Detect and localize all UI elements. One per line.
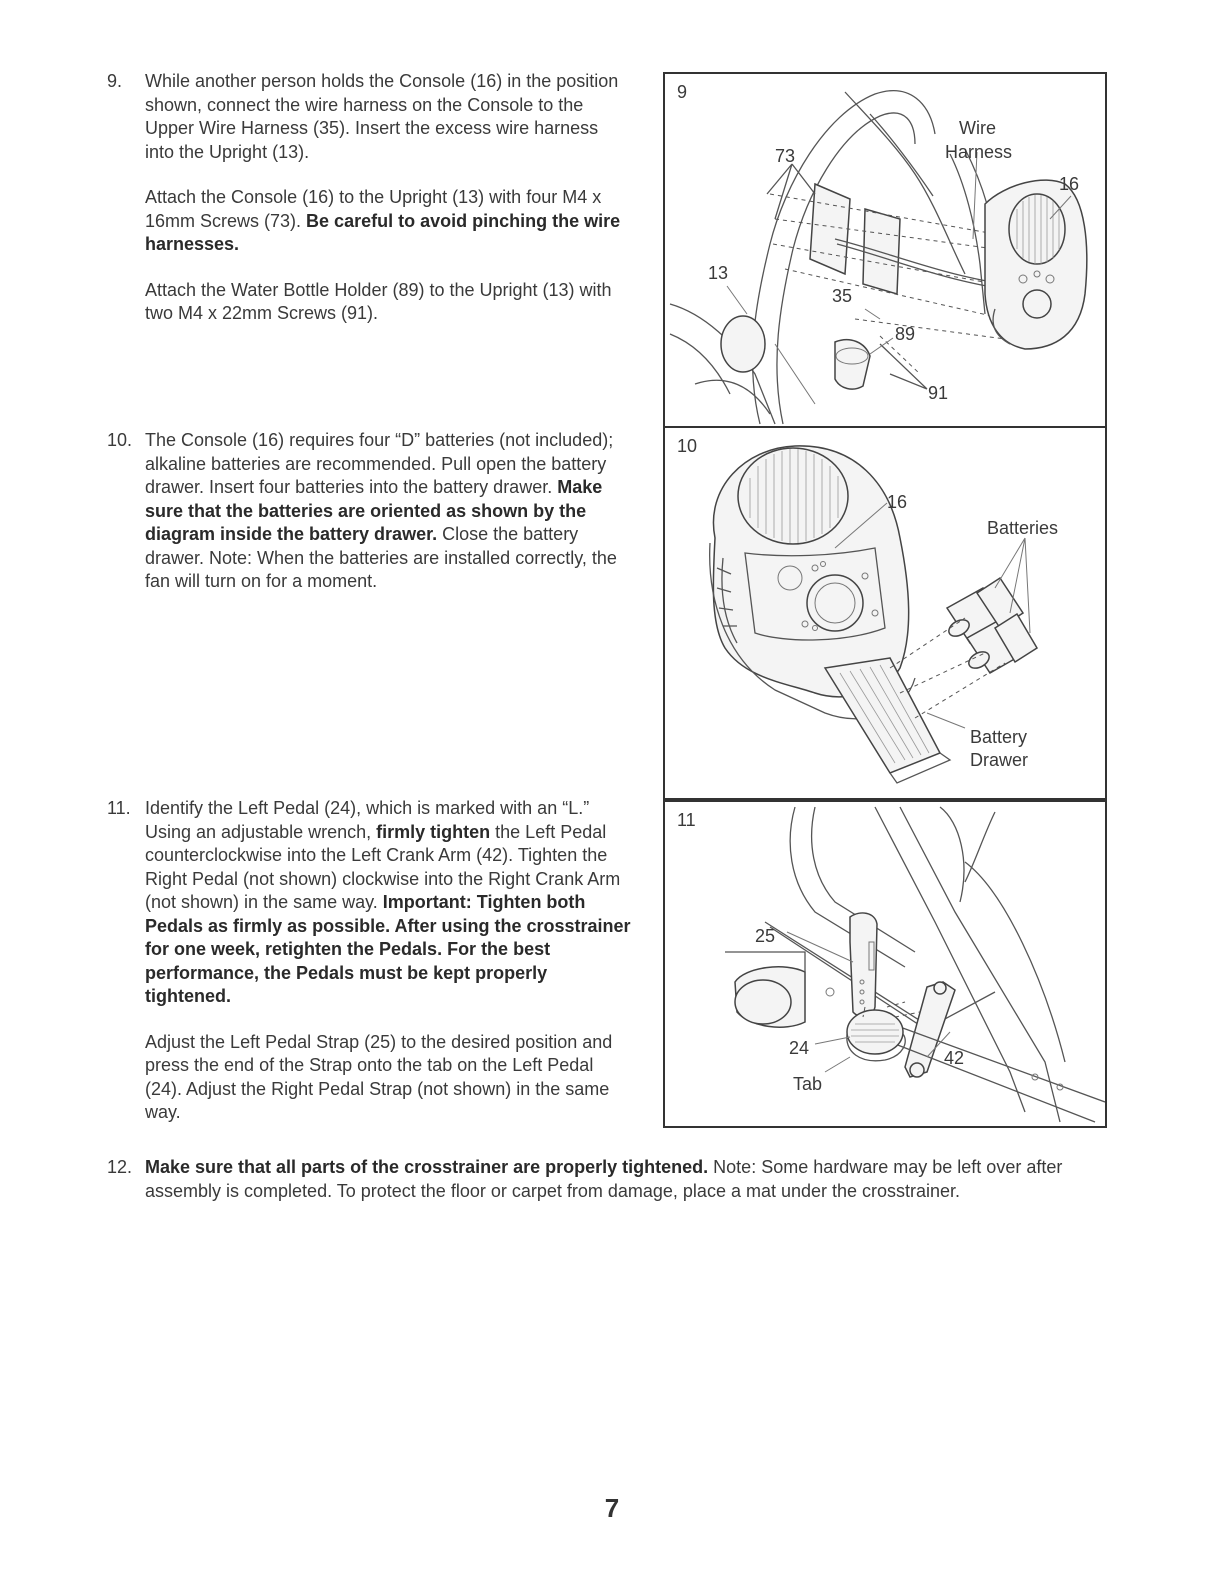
- bold-text: firmly tighten: [376, 821, 491, 842]
- text-run: While another person holds the Console (16) in the position shown, connect the wire harness on the Console to the Upper Wire Harness (35). Insert the excess wire harness into the Upright (13).: [145, 71, 619, 162]
- label-batteries: Batteries: [987, 518, 1059, 538]
- label-battery: Battery: [970, 727, 1028, 747]
- step-body: [145, 429, 632, 616]
- step-number: 10.: [107, 430, 133, 450]
- step-paragraph: [145, 186, 632, 257]
- step-body: [145, 1156, 1075, 1225]
- label-part-13: 13: [708, 263, 729, 283]
- figure-11-panel: [663, 800, 1107, 1128]
- step-paragraph: [145, 70, 632, 164]
- figure-number: 10: [677, 436, 698, 456]
- figure-10-panel: [663, 426, 1107, 800]
- label-part-35: 35: [832, 286, 853, 306]
- figure-10-illustration: [665, 428, 1105, 798]
- text-run: the Left Pedal counterclockwise into the Left Crank Arm (42). Tighten the Right Pedal (not shown) clockwise into the Right Crank Arm (not shown) in the same way.: [145, 821, 621, 912]
- step-body: [145, 797, 632, 1147]
- bold-text: Be careful to avoid pinching the wire harnesses.: [145, 210, 621, 254]
- label-part-42: 42: [944, 1048, 965, 1068]
- text-run: Note: Some hardware may be left over after assembly is completed. To protect the floor or carpet from damage, place a mat under the crosstrainer.: [145, 1157, 1063, 1201]
- bold-text: Make sure that the batteries are oriented as shown by the diagram inside the battery drawer.: [145, 477, 603, 544]
- step-number: 11.: [107, 798, 131, 818]
- bold-text: Important: Tighten both Pedals as firmly as possible. After using the crosstrainer for one week, retighten the Pedals. For the best performance, the Pedals must be kept properly tightened.: [145, 892, 631, 1006]
- figure-11-illustration: [665, 802, 1105, 1126]
- text-run: Adjust the Left Pedal Strap (25) to the desired position and press the end of the Strap onto the tab on the Left Pedal (24). Adjust the Right Pedal Strap (not shown) in the same way.: [145, 1031, 613, 1122]
- step-paragraph: [145, 797, 632, 1009]
- bold-text: Make sure that all parts of the crosstrainer are properly tightened.: [145, 1157, 709, 1177]
- label-part-73: 73: [775, 146, 796, 166]
- text-run: Attach the Water Bottle Holder (89) to the Upright (13) with two M4 x 22mm Screws (91).: [145, 279, 612, 323]
- text-run: Attach the Console (16) to the Upright (13) with four M4 x 16mm Screws (73).: [145, 187, 602, 231]
- figure-number: 11: [677, 810, 696, 830]
- figure-9-illustration: [665, 74, 1105, 426]
- label-part-91: 91: [928, 383, 949, 403]
- label-part-25: 25: [755, 926, 776, 946]
- text-run: Close the battery drawer. Note: When the batteries are installed correctly, the fan will turn on for a moment.: [145, 524, 617, 591]
- label-wire: Wire: [959, 118, 996, 138]
- label-part-89: 89: [895, 324, 916, 344]
- step-number: 9.: [107, 71, 123, 91]
- page-number: 7: [604, 1493, 620, 1523]
- label-harness: Harness: [945, 142, 1013, 162]
- label-tab: Tab: [793, 1074, 823, 1094]
- step-paragraph: [145, 429, 632, 594]
- step-number: 12.: [107, 1157, 133, 1177]
- label-drawer: Drawer: [970, 750, 1029, 770]
- step-paragraph: [145, 279, 632, 326]
- step-body: [145, 70, 632, 348]
- figure-number: 9: [677, 82, 688, 102]
- text-run: Identify the Left Pedal (24), which is marked with an “L.” Using an adjustable wrench,: [145, 798, 590, 842]
- text-run: The Console (16) requires four “D” batteries (not included); alkaline batteries are recommended. Pull open the battery drawer. Insert four batteries into the battery drawer.: [145, 430, 614, 497]
- step-paragraph: [145, 1156, 1075, 1203]
- label-part-24: 24: [789, 1038, 810, 1058]
- label-part-16: 16: [887, 492, 908, 512]
- figure-9-panel: [663, 72, 1107, 428]
- step-paragraph: [145, 1031, 632, 1125]
- label-part-16: 16: [1059, 174, 1080, 194]
